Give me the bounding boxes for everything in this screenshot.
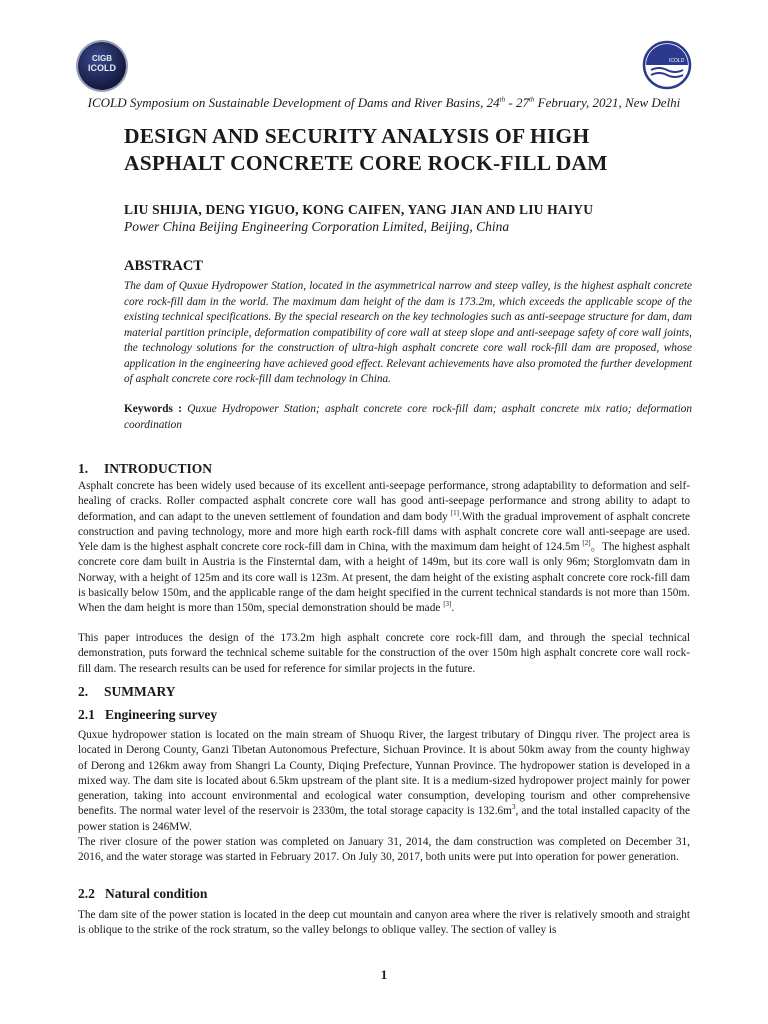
text-run: . (451, 602, 455, 615)
conference-range: - 27 (505, 95, 529, 110)
authors: LIU SHIJIA, DENG YIGUO, KONG CAIFEN, YANG JIAN AND LIU HAIYU (124, 202, 594, 217)
subsection-number: 2.2 (78, 886, 95, 901)
section-number: 2. (78, 684, 89, 699)
logo-left-line1: CIGB (92, 54, 112, 63)
intro-paragraph-2: This paper introduces the design of the 173.2m high asphalt concrete core rock-fill dam, and through the special technical demonstration, puts forward the technical scheme suitable for the construction of the over 150m high asphalt concrete core wall rock-fill dam. The research results can be used for reference for similar projects in the future. (78, 632, 690, 675)
section-number: 1. (78, 461, 89, 476)
engineering-survey-paragraph-1 (78, 728, 690, 835)
paper-title-line-1: DESIGN AND SECURITY ANALYSIS OF HIGH (124, 124, 590, 148)
conference-header (62, 95, 706, 111)
section-title: SUMMARY (104, 684, 176, 699)
superscript: 3 (511, 803, 516, 812)
keywords (124, 402, 692, 433)
conference-date-place: February, 2021, New Delhi (534, 95, 681, 110)
cigb-icold-logo (78, 42, 126, 90)
page-number: 1 (380, 967, 388, 982)
subsection-title: Engineering survey (105, 707, 218, 722)
citation: [3] (443, 600, 452, 609)
subsection-title: Natural condition (105, 886, 208, 901)
paper-title-line-2: ASPHALT CONCRETE CORE ROCK-FILL DAM (124, 151, 608, 175)
text-run: 。The highest asphalt concrete core dam built in Austria is the Finsterntal dam, with a height of 149m, but its core wall is only 96m; Storglomvatn dam in Norway, with a height of 125m and its core wall is 123m. At present, the dam height of the existing asphalt concrete core rock-fill dam is basically below 150m, and the applicable range of the dam height specified in the current technical standards is not more than 150m. When the dam height is more than 150m, special demonstration should be made (78, 541, 690, 615)
section-heading-introduction (78, 461, 212, 477)
paper-title (124, 123, 724, 177)
conference-sup-2: th (528, 95, 535, 104)
abstract-heading: ABSTRACT (124, 258, 203, 274)
affiliation: Power China Beijing Engineering Corporation Limited, Beijing, China (124, 219, 510, 234)
text-run: , and the total installed capacity of the power station is 246MW. (78, 805, 690, 833)
text-run: Asphalt concrete has been widely used because of its excellent anti-seepage performance, strong adaptability to deformation and self-healing of cracks. Roller compacted asphalt concrete core wall has good anti-seepage performance and strong ability to adapt to deformation, and can adapt to the uneven settlement of foundation and dam body (78, 480, 690, 523)
conference-sup-1: th (499, 95, 506, 104)
conference-name: ICOLD Symposium on Sustainable Development of Dams and River Basins, 24 (87, 95, 500, 110)
subsection-heading-natural-condition (78, 886, 207, 902)
subsection-number: 2.1 (78, 707, 95, 722)
icold-emblem-logo (642, 40, 692, 90)
text-run: Quxue hydropower station is located on the main stream of Shuoqu River, the largest tributary of Dingqu river. The project area is located in Derong County, Ganzi Tibetan Autonomous Prefecture, Sichuan Province. It is about 50km away from the county highway of Derong and 126km away from Shangri La County, Diqing Prefecture, Yunnan Province. The hydropower station is developed in a mixed way. The dam site is located about 6.5km upstream of the plant site. It is a medium-sized hydropower project mainly for power generation, taking into account environmental and ecological water consumption, developing tourism and other comprehensive benefits. The normal water level of the reservoir is 2330m, the total storage capacity is 132.6m (78, 729, 690, 818)
keywords-list: Quxue Hydropower Station; asphalt concrete core rock-fill dam; asphalt concrete mix ratio; deformation coordination (124, 403, 692, 431)
subsection-heading-engineering-survey (78, 707, 217, 723)
section-heading-summary (78, 684, 176, 700)
citation: [2] (582, 539, 591, 548)
citation: [1] (450, 508, 459, 517)
engineering-survey-paragraph-2: The river closure of the power station was completed on January 31, 2014, the dam construction was completed on December 31, 2016, and the water storage was started in February 2017. On July 30, 2017, both units were put into operation for power generation. (78, 836, 690, 864)
section-title: INTRODUCTION (104, 461, 213, 476)
text-run: .With the gradual improvement of asphalt concrete construction and paving technology, more and more high earth rock-fill dams with asphalt concrete core wall anti-seepage are used. Yele dam is the highest asphalt concrete core rock-fill dam in China, with the maximum dam height of 124.5m (78, 510, 690, 554)
abstract-text: The dam of Quxue Hydropower Station, located in the asymmetrical narrow and steep valley, is the highest asphalt concrete core rock-fill dam in the world. The maximum dam height of the dam is 173.2m, which exceeds the applicable scope of the existing technical specifications. By the special research on the key technologies such as anti-seepage structure for dam, dam material partition principle, deformation compatibility of core wall at steep slope and anti-seepage safety of core wall joints, the technology solutions for the construction of ultra-high asphalt concrete core wall rock-fill dam are proposed, whose application in the engineering have achieved good effect. Relevant achievements have also promoted the further development of asphalt concrete core rock-fill dam technology in China. (124, 280, 692, 385)
logo-left-line2: ICOLD (88, 63, 116, 73)
natural-condition-paragraph-1: The dam site of the power station is located in the deep cut mountain and canyon area where the river is relatively smooth and straight is oblique to the strike of the rock stratum, so the valley belongs to oblique valley. The section of valley is (78, 909, 690, 937)
intro-paragraph-1 (78, 479, 690, 617)
keywords-label: Keywords : (124, 403, 182, 415)
logo-right-text: ICOLD (669, 58, 685, 64)
